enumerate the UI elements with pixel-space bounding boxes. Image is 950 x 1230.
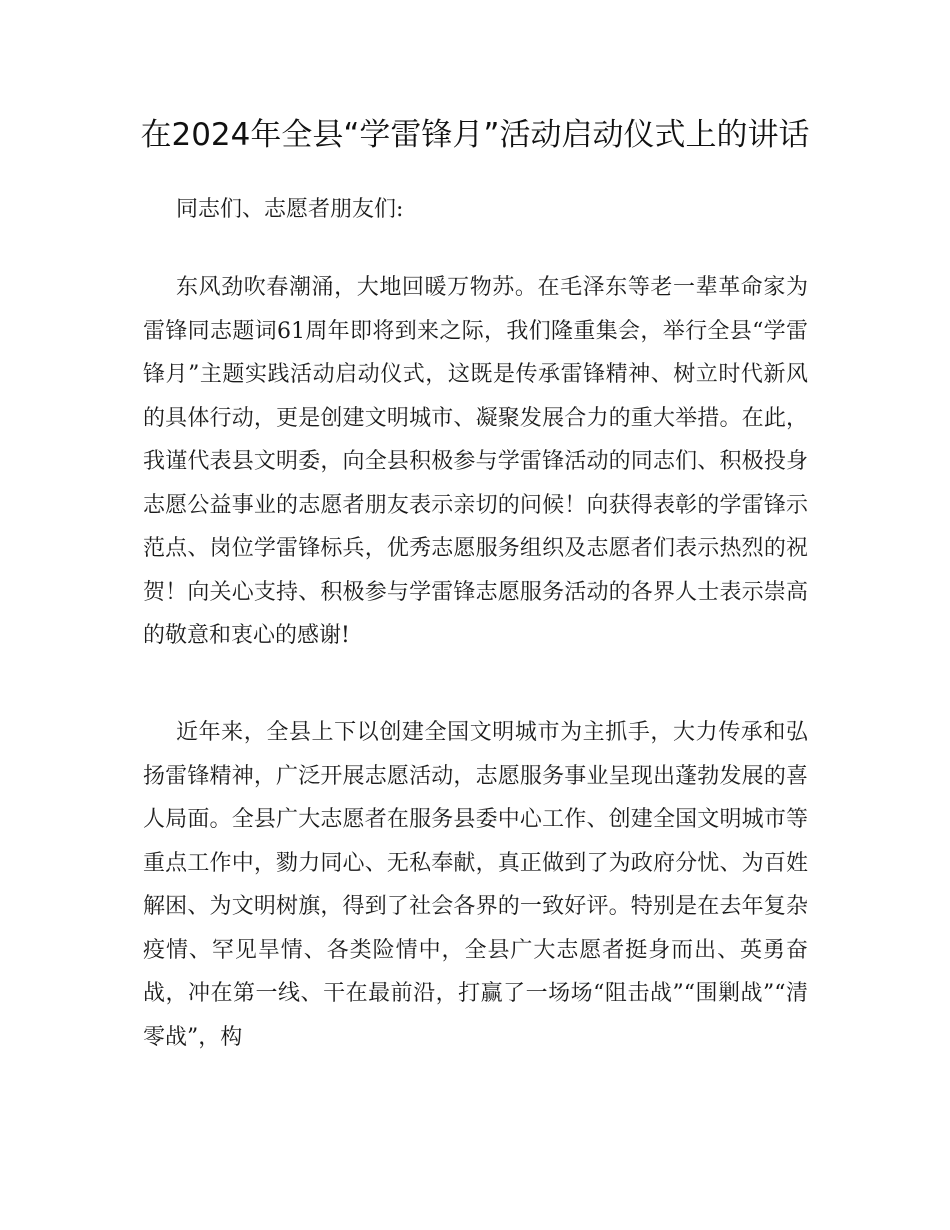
document-title: 在2024年全县“学雷锋月”活动启动仪式上的讲话: [140, 117, 810, 153]
paragraph-1: 东风劲吹春潮涌，大地回暖万物苏。在毛泽东等老一辈革命家为雷锋同志题词61周年即将到来之际，我们隆重集会，举行全县“学雷锋月”主题实践活动启动仪式，这既是传承雷锋精神、树立时代新风的具体行动，更是创建文明城市、凝聚发展合力的重大举措。在此，我谨代表县文明委，向全县积极参与学雷锋活动的同志们、积极投身志愿公益事业的志愿者朋友表示亲切的问候！向获得表彰的学雷锋示范点、岗位学雷锋标兵，优秀志愿服务组织及志愿者们表示热烈的祝贺！向关心支持、积极参与学雷锋志愿服务活动的各界人士表示崇高的敬意和衷心的感谢!: [143, 275, 808, 648]
salutation: 同志们、志愿者朋友们:: [176, 197, 404, 222]
paragraph-2: 近年来，全县上下以创建全国文明城市为主抓手，大力传承和弘扬雷锋精神，广泛开展志愿活动，志愿服务事业呈现出蓬勃发展的喜人局面。全县广大志愿者在服务县委中心工作、创建全国文明城市等重点工作中，勠力同心、无私奉献，真正做到了为政府分忧、为百姓解困、为文明树旗，得到了社会各界的一致好评。特别是在去年复杂疫情、罕见旱情、各类险情中，全县广大志愿者挺身而出、英勇奋战，冲在第一线、干在最前沿，打赢了一场场“阻击战”“围剿战”“清零战”，构: [143, 720, 808, 1050]
